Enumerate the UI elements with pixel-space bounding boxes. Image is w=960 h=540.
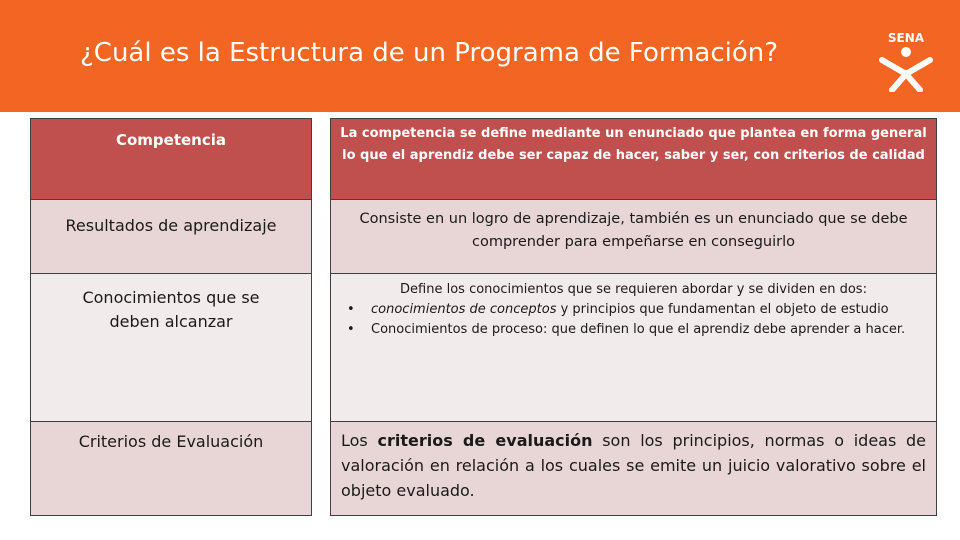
label-conocimientos-text: Conocimientos que se deben alcanzar [82, 288, 260, 331]
item1-emphasis: conocimientos de conceptos [371, 302, 557, 317]
label-competencia: Competencia [30, 118, 312, 200]
label-conocimientos [30, 274, 312, 422]
list-item [341, 300, 926, 320]
competencia-definition: La competencia se define mediante un enunciado que plantea en forma general lo que el aprendiz debe ser capaz de hacer, saber y ser, con criterios de calidad [330, 118, 937, 200]
resultados-definition: Consiste en un logro de aprendizaje, también es un enunciado que se debe comprender para empeñarse en conseguirlo [330, 200, 937, 274]
criterios-pre: Los [341, 431, 378, 450]
criterios-bold: criterios de evaluación [377, 431, 593, 450]
conocimientos-definition [330, 274, 937, 422]
label-criterios: Criterios de Evaluación [30, 422, 312, 516]
list-item [341, 320, 926, 340]
label-resultados: Resultados de aprendizaje [30, 200, 312, 274]
sena-logo-icon [870, 30, 942, 92]
conocimientos-list [341, 300, 926, 340]
logo-text: SENA [887, 31, 925, 45]
item2-text: Conocimientos de proceso: que definen lo que el aprendiz debe aprender a hacer. [371, 322, 906, 337]
left-column [30, 118, 312, 516]
criterios-post: son los principios, normas o ideas de valoración en relación a los cuales se emite un juicio valorativo sobre el objeto evaluado. [341, 431, 927, 500]
title-banner [0, 0, 960, 112]
conocimientos-intro: Define los conocimientos que se requieren abordar y se dividen en dos: [400, 282, 867, 297]
item1-rest: y principios que fundamentan el objeto de estudio [556, 302, 889, 317]
slide-title: ¿Cuál es la Estructura de un Programa de Formación? [80, 38, 779, 68]
criterios-definition [330, 422, 937, 516]
right-column [330, 118, 937, 516]
